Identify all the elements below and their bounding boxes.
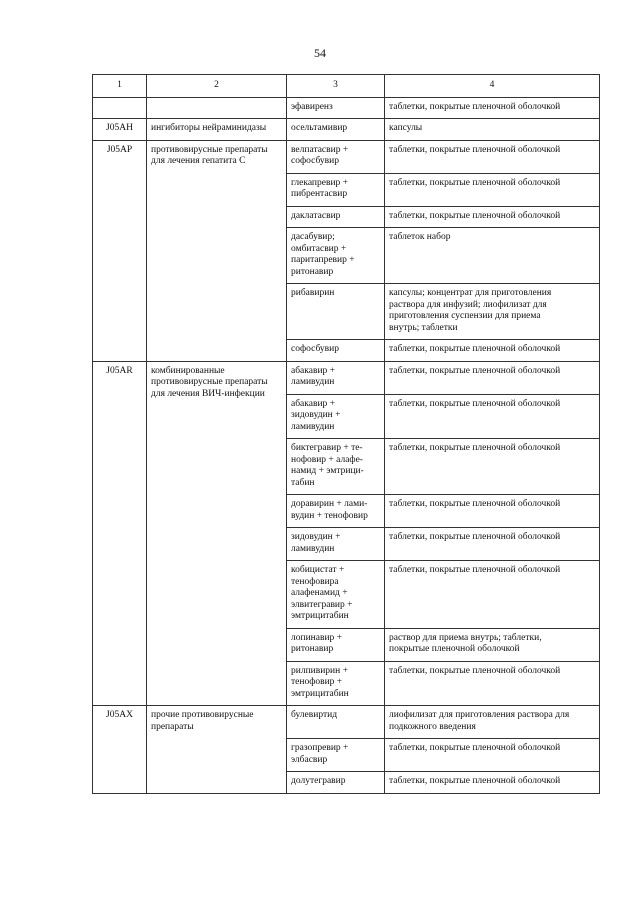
drug-name-line: глекапревир + [291, 177, 349, 188]
table-body [93, 97, 600, 793]
drug-name-cell [287, 140, 385, 173]
drug-name-cell [287, 340, 385, 362]
drug-group-line: для лечения ВИЧ-инфекции [151, 388, 265, 399]
drug-name-line: дасабувир; [291, 232, 335, 242]
drug-name-line: ламивудин [291, 421, 335, 432]
column-header: 3 [287, 75, 385, 98]
dosage-form-cell [385, 661, 600, 706]
drug-group-line: ингибиторы нейраминидазы [151, 123, 267, 133]
table-row [93, 361, 600, 394]
drug-name-cell [287, 772, 385, 794]
drug-name-cell [287, 361, 385, 394]
drug-name-line: зидовудин + [291, 532, 341, 542]
drug-name-cell [287, 561, 385, 629]
dosage-form-cell [385, 140, 600, 173]
drug-name-cell [287, 706, 385, 739]
dosage-form-cell [385, 394, 600, 439]
drug-name-line: тенофовир + [291, 677, 343, 687]
drug-name-cell [287, 284, 385, 340]
drug-group-line: прочие противовирусные [151, 710, 254, 720]
table-row [93, 706, 600, 739]
dosage-form-cell [385, 628, 600, 661]
drug-name-line: эмтрицитабин [291, 688, 349, 699]
drug-name-cell [287, 439, 385, 495]
dosage-form-line: внутрь; таблетки [389, 322, 458, 333]
page-number: 54 [314, 46, 326, 60]
dosage-form-cell [385, 361, 600, 394]
drug-name-line: софосбувир [291, 344, 339, 354]
dosage-form-cell [385, 439, 600, 495]
dosage-form-cell [385, 206, 600, 228]
dosage-form-line: подкожного введения [389, 721, 476, 732]
drug-name-cell [287, 173, 385, 206]
drug-group-cell [147, 706, 287, 794]
drug-group-cell [147, 140, 287, 361]
drug-name-line: пибрентасвир [291, 189, 348, 199]
dosage-form-line: таблетки, покрытые пленочной оболочкой [389, 532, 561, 542]
drug-name-line: биктегравир + те- [291, 443, 363, 453]
drug-name-line: табин [291, 477, 315, 488]
drug-name-line: абакавир + [291, 365, 336, 376]
drug-name-line: алафенамид + [291, 588, 348, 598]
dosage-form-line: раствора для инфузий; лиофилизат для [389, 299, 547, 310]
dosage-form-line: покрытые пленочной оболочкой [389, 644, 520, 654]
dosage-form-cell [385, 528, 600, 561]
dosage-form-line: таблетки, покрытые пленочной оболочкой [389, 101, 561, 112]
drug-name-cell [287, 661, 385, 706]
drug-name-line: лопинавир + [291, 632, 343, 643]
dosage-form-line: капсулы [389, 123, 423, 133]
column-header: 1 [93, 75, 147, 98]
drug-group-line: для лечения гепатита С [151, 156, 246, 166]
dosage-form-line: таблетки, покрытые пленочной оболочкой [389, 398, 561, 409]
medication-table [92, 74, 600, 794]
drug-name-cell [287, 528, 385, 561]
table-row [93, 119, 600, 141]
dosage-form-cell [385, 173, 600, 206]
dosage-form-line: таблетки, покрытые пленочной оболочкой [389, 565, 561, 575]
table-header-row [93, 75, 600, 98]
drug-name-line: даклатасвир [291, 210, 341, 221]
dosage-form-cell [385, 706, 600, 739]
drug-group-line: препараты [151, 721, 194, 732]
drug-name-line: доравирин + лами- [291, 499, 368, 509]
drug-name-line: ритонавир [291, 266, 334, 277]
column-header: 2 [147, 75, 287, 98]
drug-name-line: ламивудин [291, 377, 335, 387]
dosage-form-cell [385, 772, 600, 794]
dosage-form-line: таблетки, покрытые пленочной оболочкой [389, 344, 561, 354]
dosage-form-line: таблетки, покрытые пленочной оболочкой [389, 776, 561, 786]
drug-name-line: осельтамивир [291, 123, 348, 133]
drug-group-line: противовирусные препараты [151, 144, 268, 155]
drug-name-line: софосбувир [291, 156, 339, 166]
drug-group-line: комбинированные [151, 365, 225, 376]
atc-code-cell: J05AR [93, 361, 147, 706]
dosage-form-line: таблеток набор [389, 232, 451, 242]
atc-code-cell: J05AX [93, 706, 147, 794]
dosage-form-cell [385, 495, 600, 528]
drug-name-line: намид + эмтрици- [291, 466, 364, 476]
table-row [93, 140, 600, 173]
drug-name-line: элвитегравир + [291, 599, 353, 610]
dosage-form-line: таблетки, покрытые пленочной оболочкой [389, 743, 561, 753]
drug-name-line: ритонавир [291, 644, 334, 654]
dosage-form-line: таблетки, покрытые пленочной оболочкой [389, 665, 561, 676]
atc-code-cell: J05AH [93, 119, 147, 141]
drug-name-line: долутегравир [291, 776, 346, 786]
atc-code-cell [93, 97, 147, 119]
dosage-form-line: таблетки, покрытые пленочной оболочкой [389, 177, 561, 188]
drug-name-line: гразопревир + [291, 743, 349, 753]
dosage-form-line: раствор для приема внутрь; таблетки, [389, 632, 542, 643]
drug-name-line: элбасвир [291, 754, 328, 765]
drug-name-line: омбитасвир + [291, 243, 347, 254]
dosage-form-line: таблетки, покрытые пленочной оболочкой [389, 210, 561, 221]
dosage-form-cell [385, 228, 600, 284]
drug-name-line: нофовир + алафе- [291, 454, 363, 465]
drug-group-cell [147, 119, 287, 141]
dosage-form-cell [385, 561, 600, 629]
dosage-form-line: таблетки, покрытые пленочной оболочкой [389, 144, 561, 155]
drug-name-line: эфавиренз [291, 101, 333, 112]
drug-name-line: рибавирин [291, 288, 335, 298]
drug-name-line: булевиртид [291, 710, 338, 720]
drug-name-line: велпатасвир + [291, 144, 349, 155]
atc-code-cell: J05AP [93, 140, 147, 361]
dosage-form-line: капсулы; концентрат для приготовления [389, 288, 552, 298]
drug-name-cell [287, 394, 385, 439]
drug-name-cell [287, 119, 385, 141]
dosage-form-cell [385, 739, 600, 772]
drug-name-cell [287, 206, 385, 228]
drug-group-cell [147, 361, 287, 706]
drug-name-line: эмтрицитабин [291, 611, 349, 621]
dosage-form-line: таблетки, покрытые пленочной оболочкой [389, 499, 561, 509]
dosage-form-cell [385, 97, 600, 119]
dosage-form-line: приготовления суспензии для приема [389, 311, 541, 321]
drug-name-line: тенофовира [291, 576, 339, 587]
drug-name-cell [287, 495, 385, 528]
drug-name-cell [287, 628, 385, 661]
dosage-form-line: лиофилизат для приготовления раствора для [389, 710, 570, 720]
dosage-form-cell [385, 340, 600, 362]
column-header: 4 [385, 75, 600, 98]
drug-name-cell [287, 97, 385, 119]
drug-name-line: рилпивирин + [291, 665, 348, 676]
dosage-form-line: таблетки, покрытые пленочной оболочкой [389, 443, 561, 453]
drug-name-line: зидовудин + [291, 410, 341, 420]
drug-name-cell [287, 228, 385, 284]
drug-group-cell [147, 97, 287, 119]
dosage-form-line: таблетки, покрытые пленочной оболочкой [389, 365, 561, 376]
drug-group-line: противовирусные препараты [151, 377, 268, 387]
drug-name-line: паритапревир + [291, 255, 355, 265]
drug-name-cell [287, 739, 385, 772]
drug-name-line: ламивудин [291, 543, 335, 554]
drug-name-line: вудин + тенофовир [291, 510, 368, 521]
table-row [93, 97, 600, 119]
dosage-form-cell [385, 119, 600, 141]
dosage-form-cell [385, 284, 600, 340]
drug-name-line: абакавир + [291, 398, 336, 409]
drug-name-line: кобицистат + [291, 565, 345, 575]
